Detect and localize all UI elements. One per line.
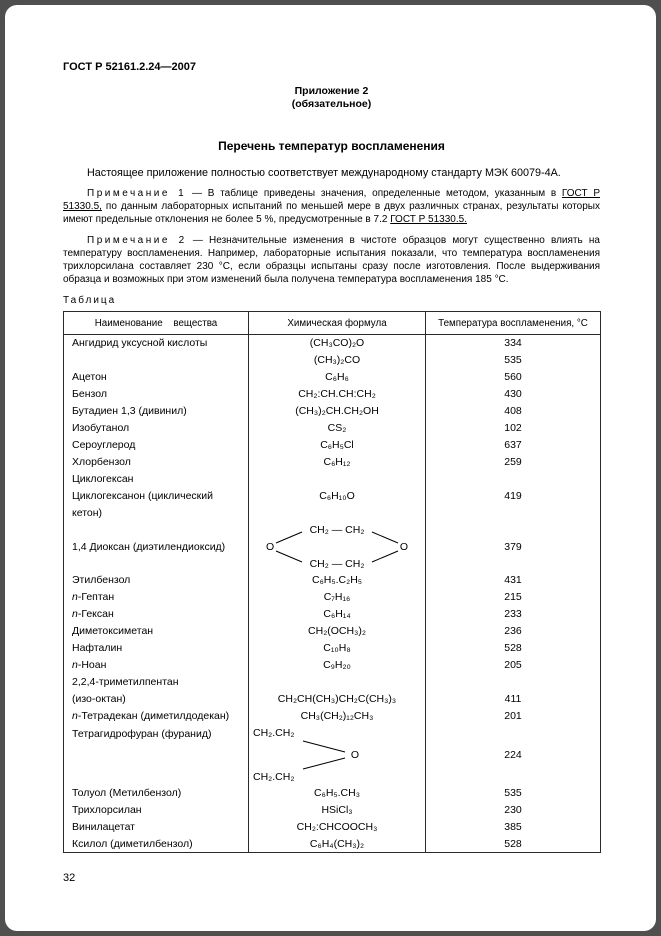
note-1-text-part1: — В таблице приведены значения, определенные методом, указанным в — [186, 188, 562, 199]
ignition-temperature-cell: 408 — [426, 403, 601, 420]
chemical-formula-cell: C₆H₁₂ — [249, 454, 426, 471]
chemical-formula-cell: CH₂:CH.CH:CH₂ — [249, 386, 426, 403]
ignition-temperature-cell — [426, 674, 601, 691]
ignition-temperature-cell: 224 — [426, 725, 601, 785]
ring-atom-label: CH₂ — CH₂ — [309, 557, 365, 570]
table-row — [64, 725, 601, 785]
table-row — [64, 454, 601, 471]
note-1 — [63, 187, 600, 226]
substance-name-cell: Хлорбензол — [64, 454, 249, 471]
italic-n-prefix: n — [72, 710, 78, 722]
ignition-temperature-cell: 528 — [426, 640, 601, 657]
document-page — [5, 5, 656, 931]
chemical-formula-cell — [249, 505, 426, 522]
substance-name-cell: Тетрагидрофуран (фуранид) — [64, 725, 249, 785]
chemical-formula-cell: CS₂ — [249, 420, 426, 437]
ignition-temperature-cell: 431 — [426, 572, 601, 589]
chemical-formula-cell: C₁₀H₈ — [249, 640, 426, 657]
substance-name-cell: n-Ноан — [64, 657, 249, 674]
table-row — [64, 522, 601, 572]
ignition-temperature-cell: 535 — [426, 785, 601, 802]
chemical-formula-cell: (CH₃)₂CO — [249, 352, 426, 369]
table-header — [64, 312, 601, 335]
italic-n-prefix: n — [72, 591, 78, 603]
table-row — [64, 657, 601, 674]
ignition-temperature-cell: 379 — [426, 522, 601, 572]
substance-name-cell: Винилацетат — [64, 819, 249, 836]
header-substance-name: Наименование вещества — [64, 312, 249, 335]
table-row — [64, 785, 601, 802]
substance-name-cell: n-Тетрадекан (диметилдодекан) — [64, 708, 249, 725]
ignition-temperature-cell — [426, 505, 601, 522]
table-row — [64, 471, 601, 488]
table-row — [64, 589, 601, 606]
appendix-line1: Приложение 2 — [294, 85, 369, 97]
table-header-row — [64, 312, 601, 335]
ring-atom-label: CH₂ — CH₂ — [309, 523, 365, 536]
chemical-formula-cell: C₉H₂₀ — [249, 657, 426, 674]
ignition-temperature-cell: 334 — [426, 335, 601, 352]
italic-n-prefix: n — [72, 608, 78, 620]
ignition-temperature-cell: 385 — [426, 819, 601, 836]
ignition-temperature-cell: 205 — [426, 657, 601, 674]
ignition-temperature-cell: 411 — [426, 691, 601, 708]
ring-atom-label: O — [350, 748, 359, 761]
header-chemical-formula: Химическая формула — [249, 312, 426, 335]
chemical-formula-cell: C₇H₁₆ — [249, 589, 426, 606]
ignition-temperature-cell: 419 — [426, 488, 601, 505]
italic-n-prefix: n — [72, 659, 78, 671]
ignition-temperature-cell — [426, 471, 601, 488]
substance-name-cell: Циклогексанон (циклический — [64, 488, 249, 505]
ignition-temperature-table — [63, 311, 601, 853]
page-number: 32 — [63, 872, 76, 884]
ignition-temperature-cell: 637 — [426, 437, 601, 454]
chemical-formula-cell — [249, 471, 426, 488]
chemical-formula-cell: CH₂CH(CH₃)CH₂C(CH₃)₃ — [249, 691, 426, 708]
chemical-formula-cell: CH₂:CHCOOCH₃ — [249, 819, 426, 836]
substance-name-cell: Циклогексан — [64, 471, 249, 488]
document-number: ГОСТ Р 52161.2.24—2007 — [63, 61, 197, 73]
chemical-formula-cell: CH₂(OCH₃)₂ — [249, 623, 426, 640]
gost-link-1[interactable]: ГОСТ Р 51330.5, — [63, 188, 600, 212]
gost-link-2[interactable]: ГОСТ Р 51330.5. — [390, 214, 467, 225]
header-ignition-temperature: Температура воспламенения, °С — [426, 312, 601, 335]
chemical-formula-cell: C₆H₁₄ — [249, 606, 426, 623]
substance-name-cell: Изобутанол — [64, 420, 249, 437]
table-row — [64, 606, 601, 623]
substance-name-cell: Ангидрид уксусной кислоты — [64, 335, 249, 352]
substance-name-cell: Бутадиен 1,3 (дивинил) — [64, 403, 249, 420]
chemical-formula-cell — [249, 522, 426, 572]
table-row — [64, 403, 601, 420]
chemical-formula-cell: (CH₃CO)₂O — [249, 335, 426, 352]
substance-name-cell: Сероуглерод — [64, 437, 249, 454]
ignition-temperature-cell: 230 — [426, 802, 601, 819]
substance-name-cell: Этилбензол — [64, 572, 249, 589]
substance-name-cell: Толуол (Метилбензол) — [64, 785, 249, 802]
table-row — [64, 488, 601, 505]
ring-atom-label: O — [266, 540, 275, 553]
substance-name-cell — [64, 352, 249, 369]
substance-name-cell: Ксилол (диметилбензол) — [64, 836, 249, 853]
table-row — [64, 836, 601, 853]
ignition-temperature-cell: 102 — [426, 420, 601, 437]
table-label: Таблица — [63, 295, 117, 306]
note-2-text: — Незначительные изменения в чистоте образцов могут существенно влиять на температуру воспламенения. Например, лабораторные испытания показали, что температура воспламенения трихлорсилана составляет 230 °С, если образцы испытаны сразу после изготовления. После выдерживания образца и возможных при этом изменений была получена температура воспламенения 185 °С. — [63, 235, 600, 285]
ignition-temperature-cell: 430 — [426, 386, 601, 403]
table-row — [64, 369, 601, 386]
note-1-label: Примечание 1 — [87, 188, 187, 199]
chemical-formula-cell: C₆H₆ — [249, 369, 426, 386]
table-row — [64, 386, 601, 403]
substance-name-cell: n-Гептан — [64, 589, 249, 606]
substance-name-cell: Ацетон — [64, 369, 249, 386]
intro-paragraph: Настоящее приложение полностью соответствует международному стандарту МЭК 60079-4А. — [87, 167, 561, 179]
chemical-formula-cell: C₆H₅.C₂H₅ — [249, 572, 426, 589]
thf-ring-structure — [253, 727, 365, 783]
substance-name-cell: (изо-октан) — [64, 691, 249, 708]
appendix-line2: (обязательное) — [291, 98, 372, 110]
table-row — [64, 420, 601, 437]
substance-name-cell: Диметоксиметан — [64, 623, 249, 640]
substance-name-cell: Нафталин — [64, 640, 249, 657]
dioxane-ring-structure — [262, 524, 412, 570]
table-row — [64, 819, 601, 836]
chemical-formula-cell: C₆H₅Cl — [249, 437, 426, 454]
chemical-formula-cell: (CH₃)₂CH.CH₂OH — [249, 403, 426, 420]
chemical-formula-cell: C₆H₅.CH₃ — [249, 785, 426, 802]
table-row — [64, 674, 601, 691]
note-2-label: Примечание 2 — [87, 235, 187, 246]
ignition-temperature-cell: 259 — [426, 454, 601, 471]
substance-name-cell: кетон) — [64, 505, 249, 522]
table-row — [64, 437, 601, 454]
ring-atom-label: O — [399, 540, 408, 553]
chemical-formula-cell: CH₃(CH₂)₁₂CH₃ — [249, 708, 426, 725]
table-row — [64, 802, 601, 819]
ignition-temperature-cell: 528 — [426, 836, 601, 853]
ignition-temperature-cell: 215 — [426, 589, 601, 606]
table-row — [64, 623, 601, 640]
ignition-temperature-cell: 560 — [426, 369, 601, 386]
table-row — [64, 335, 601, 352]
substance-name-cell: n-Гексан — [64, 606, 249, 623]
table-row — [64, 708, 601, 725]
table-row — [64, 505, 601, 522]
ignition-temperature-cell: 201 — [426, 708, 601, 725]
substance-name-cell: 2,2,4-триметилпентан — [64, 674, 249, 691]
appendix-heading — [63, 85, 600, 111]
chemical-formula-cell — [249, 674, 426, 691]
chemical-formula-cell: C₆H₄(CH₃)₂ — [249, 836, 426, 853]
note-1-text-part2: по данным лабораторных испытаний по меньшей мере в двух различных странах, результаты которых имеют предельные отклонения не более 5 %, предусмотренные в 7.2 — [63, 201, 600, 225]
table-body — [64, 335, 601, 853]
ignition-temperature-cell: 233 — [426, 606, 601, 623]
page-title: Перечень температур воспламенения — [218, 139, 445, 153]
table-row — [64, 352, 601, 369]
chemical-formula-cell — [249, 725, 426, 785]
chemical-formula-cell: HSiCl₃ — [249, 802, 426, 819]
table-row — [64, 691, 601, 708]
ignition-temperature-cell: 236 — [426, 623, 601, 640]
substance-name-cell: Бензол — [64, 386, 249, 403]
note-2 — [63, 234, 600, 286]
ring-atom-label: CH₂.CH₂ — [253, 770, 295, 783]
substance-name-cell: 1,4 Диоксан (диэтилендиоксид) — [64, 522, 249, 572]
substance-name-cell: Трихлорсилан — [64, 802, 249, 819]
ring-atom-label: CH₂.CH₂ — [253, 726, 295, 739]
table-row — [64, 640, 601, 657]
table-row — [64, 572, 601, 589]
chemical-formula-cell: C₆H₁₀O — [249, 488, 426, 505]
ignition-temperature-cell: 535 — [426, 352, 601, 369]
